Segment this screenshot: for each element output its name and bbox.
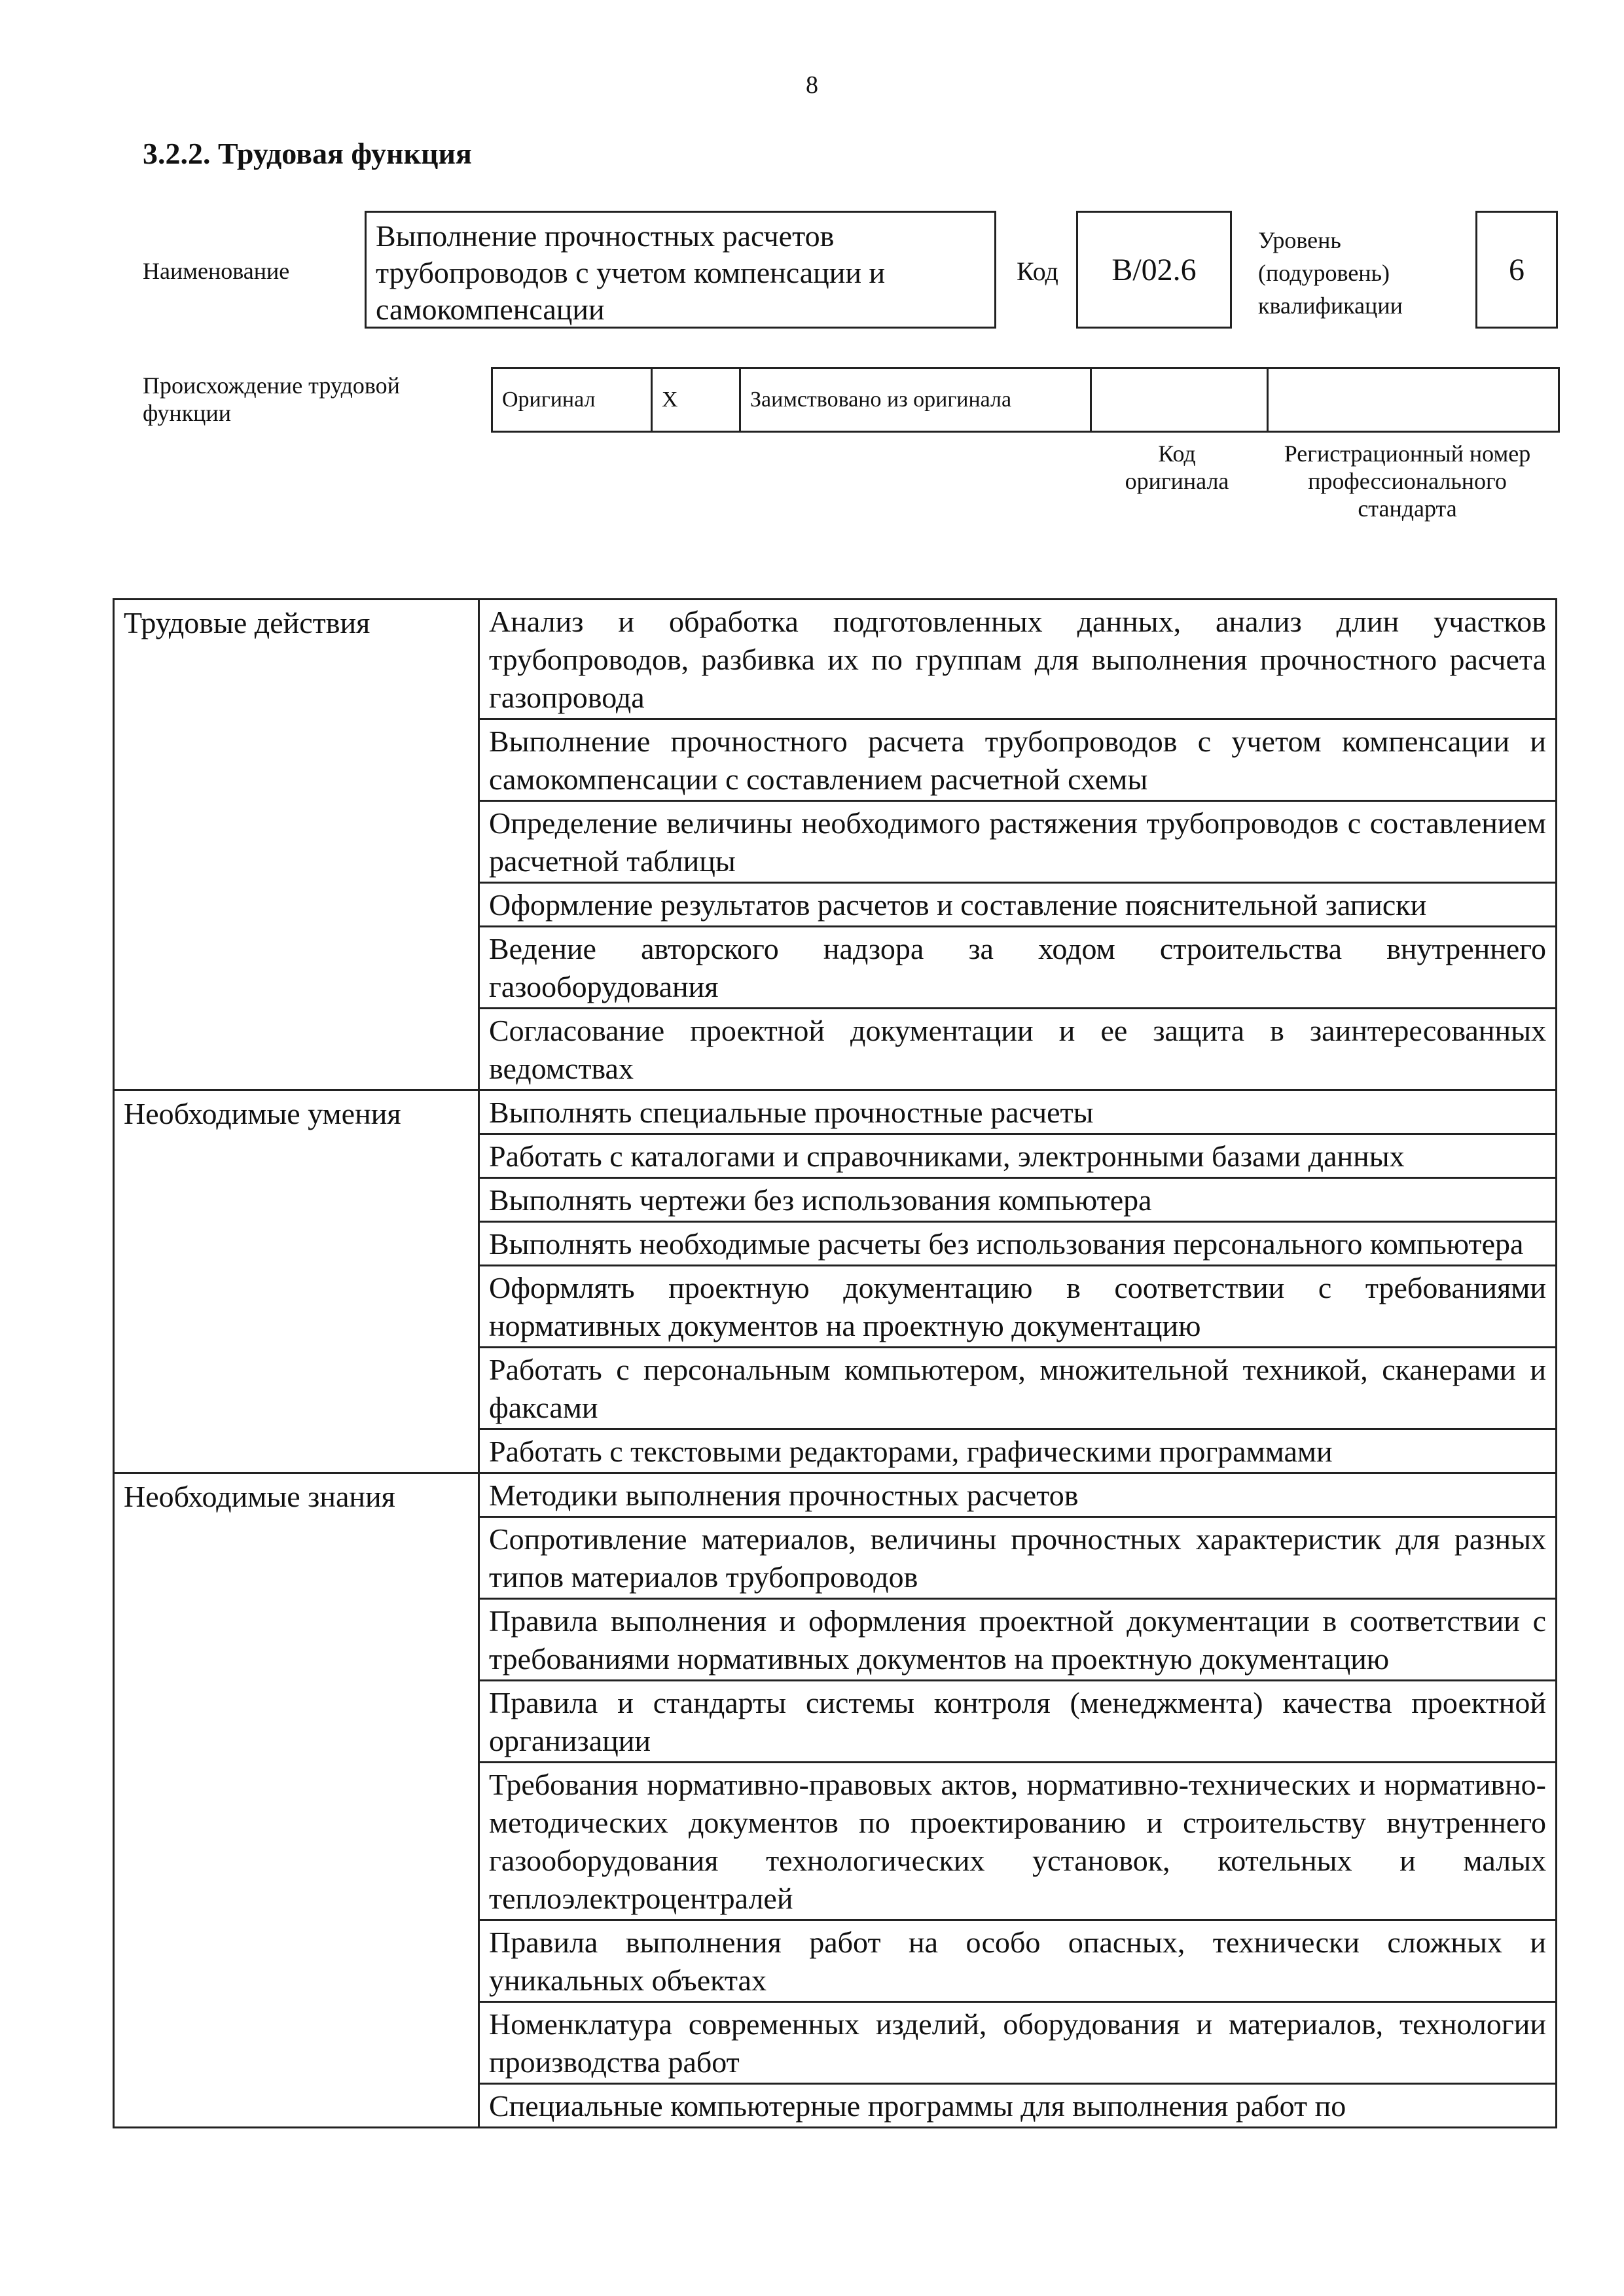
- original-label: Оригинал: [492, 368, 652, 432]
- borrowed-label: Заимствовано из оригинала: [740, 368, 1091, 432]
- original-code-caption: Код оригинала: [1125, 440, 1229, 494]
- section-item: Методики выполнения прочностных расчетов: [479, 1473, 1557, 1517]
- section-item: Ведение авторского надзора за ходом строительства внутреннего газооборудования: [479, 927, 1557, 1009]
- registration-number-caption: Регистрационный номер профессионального стандарта: [1284, 440, 1531, 522]
- page-number: 8: [806, 71, 818, 99]
- section-item: Номенклатура современных изделий, оборудования и материалов, технологии производства работ: [479, 2002, 1557, 2084]
- qualification-level-box: 6: [1475, 211, 1558, 329]
- section-item: Правила выполнения и оформления проектной документации в соответствии с требованиями нормативных документов на проектную документацию: [479, 1599, 1557, 1681]
- section-item: Согласование проектной документации и ее защита в заинтересованных ведомствах: [479, 1009, 1557, 1090]
- table-row: [114, 1090, 1557, 1134]
- level-label: Уровень (подуровень) квалификации: [1258, 227, 1403, 319]
- table-row: [114, 1473, 1557, 1517]
- section-item: Определение величины необходимого растяжения трубопроводов с составлением расчетной таблицы: [479, 801, 1557, 883]
- code-label: Код: [1017, 257, 1058, 286]
- section-item: Выполнять специальные прочностные расчеты: [479, 1090, 1557, 1134]
- section-category: Трудовые действия: [114, 600, 479, 1090]
- section-item: Выполнять чертежи без использования компьютера: [479, 1178, 1557, 1222]
- section-item: Анализ и обработка подготовленных данных, анализ длин участков трубопроводов, разбивка их по группам для выполнения прочностного расчета газопровода: [479, 600, 1557, 719]
- table-row: [114, 600, 1557, 719]
- origin-label: Происхождение трудовой функции: [143, 372, 400, 426]
- section-category: Необходимые знания: [114, 1473, 479, 2128]
- name-label: Наименование: [143, 258, 290, 284]
- function-code-box: B/02.6: [1076, 211, 1232, 329]
- section-title: 3.2.2. Трудовая функция: [143, 137, 472, 170]
- original-mark: Х: [652, 368, 740, 432]
- section-item: Работать с текстовыми редакторами, графическими программами: [479, 1429, 1557, 1473]
- section-item: Оформлять проектную документацию в соответствии с требованиями нормативных документов на проектную документацию: [479, 1266, 1557, 1348]
- registration-number-cell: [1268, 368, 1559, 432]
- section-item: Оформление результатов расчетов и составление пояснительной записки: [479, 883, 1557, 927]
- section-item: Выполнение прочностного расчета трубопроводов с учетом компенсации и самокомпенсации с составлением расчетной схемы: [479, 719, 1557, 801]
- section-item: Выполнять необходимые расчеты без использования персонального компьютера: [479, 1222, 1557, 1266]
- function-name-box: Выполнение прочностных расчетов трубопроводов с учетом компенсации и самокомпенсации: [365, 211, 996, 329]
- section-item: Работать с персональным компьютером, множительной техникой, сканерами и факсами: [479, 1348, 1557, 1429]
- section-item: Сопротивление материалов, величины прочностных характеристик для разных типов материалов трубопроводов: [479, 1517, 1557, 1599]
- origin-table: [491, 367, 1560, 433]
- section-item: Правила выполнения работ на особо опасных, технически сложных и уникальных объектах: [479, 1920, 1557, 2002]
- section-item: Специальные компьютерные программы для выполнения работ по: [479, 2084, 1557, 2128]
- labor-function-table: [113, 598, 1557, 2128]
- original-code-cell: [1091, 368, 1268, 432]
- section-item: Требования нормативно-правовых актов, нормативно-технических и нормативно-методических документов по проектированию и строительству внутреннего газооборудования технологических установок, котельных и малых теплоэлектроцентралей: [479, 1763, 1557, 1920]
- section-item: Правила и стандарты системы контроля (менеджмента) качества проектной организации: [479, 1681, 1557, 1763]
- section-item: Работать с каталогами и справочниками, электронными базами данных: [479, 1134, 1557, 1178]
- section-category: Необходимые умения: [114, 1090, 479, 1473]
- labor-function-table-body: [114, 600, 1557, 2128]
